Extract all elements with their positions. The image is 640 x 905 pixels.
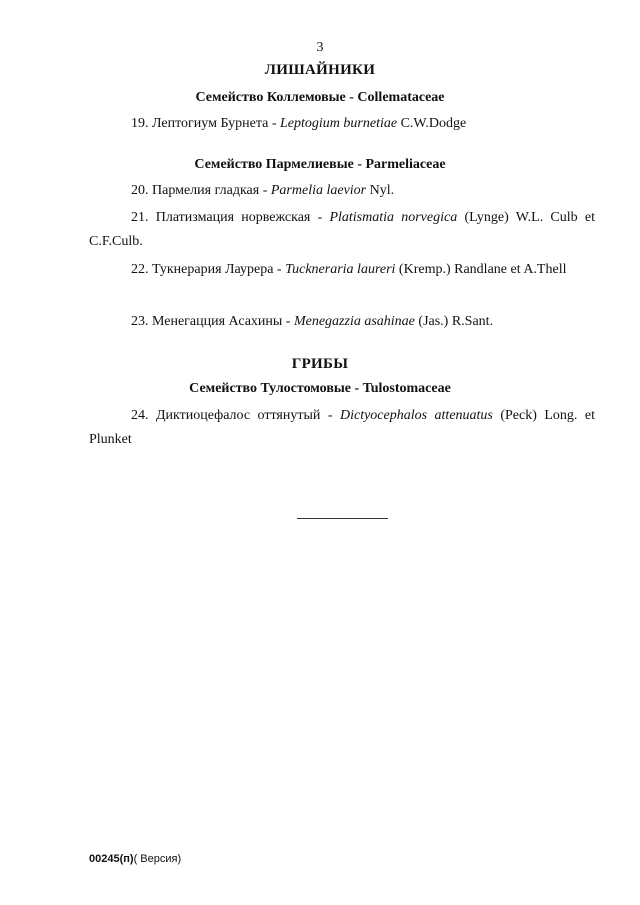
page-number: 3 [316,40,324,55]
species-entry-24-latin: Dictyocephalos attenuatus [339,408,493,423]
species-entry-21-latin: Platismatia norvegica [329,210,458,225]
species-entry-21-common: 21. Платизмация норвежская - [131,210,330,225]
species-entry-19 [89,112,595,136]
species-entry-20-author: Nyl. [366,183,395,198]
species-entry-23-common: 23. Менегацция Асахины - [131,314,294,329]
species-entry-20 [89,179,595,203]
species-entry-22-latin: Tuckneraria laureri [285,262,396,277]
footer-version: ( Версия) [133,853,182,865]
species-entry-22 [89,258,595,282]
end-rule [297,518,388,519]
species-entry-24-common: 24. Диктиоцефалос оттянутый - [131,408,340,423]
species-entry-22-common: 22. Тукнерария Лаурера - [131,262,286,277]
footer [89,853,181,865]
family-heading-collemataceae: Семейство Коллемовые - Collemataceae [195,90,445,105]
family-heading-tulostomaceae: Семейство Тулостомовые - Tulostomaceae [189,381,451,396]
section-heading-lichens: ЛИШАЙНИКИ [264,62,376,78]
species-entry-21 [89,206,595,254]
species-entry-21-author: (Lynge) W.L. Culb et C.F.Culb. [89,210,595,249]
species-entry-20-common: 20. Пармелия гладкая - [131,183,271,198]
species-entry-20-latin: Parmelia laevior [270,183,367,198]
species-entry-23 [89,310,595,334]
footer-document-code: 00245(п) [89,853,134,865]
species-entry-23-author: (Jas.) R.Sant. [414,314,494,329]
species-entry-22-author: (Kremp.) Randlane et A.Thell [395,262,567,277]
species-entry-24-author: (Peck) Long. et Plunket [89,408,595,447]
species-entry-19-author: C.W.Dodge [397,116,467,131]
species-entry-19-latin: Leptogium burnetiae [280,116,398,131]
species-entry-23-latin: Menegazzia asahinae [293,314,415,329]
section-heading-fungi: ГРИБЫ [291,356,349,372]
family-heading-parmeliaceae: Семейство Пармелиевые - Parmeliaceae [194,157,446,172]
species-entry-24 [89,404,595,452]
species-entry-19-common: 19. Лептогиум Бурнета - [131,116,281,131]
